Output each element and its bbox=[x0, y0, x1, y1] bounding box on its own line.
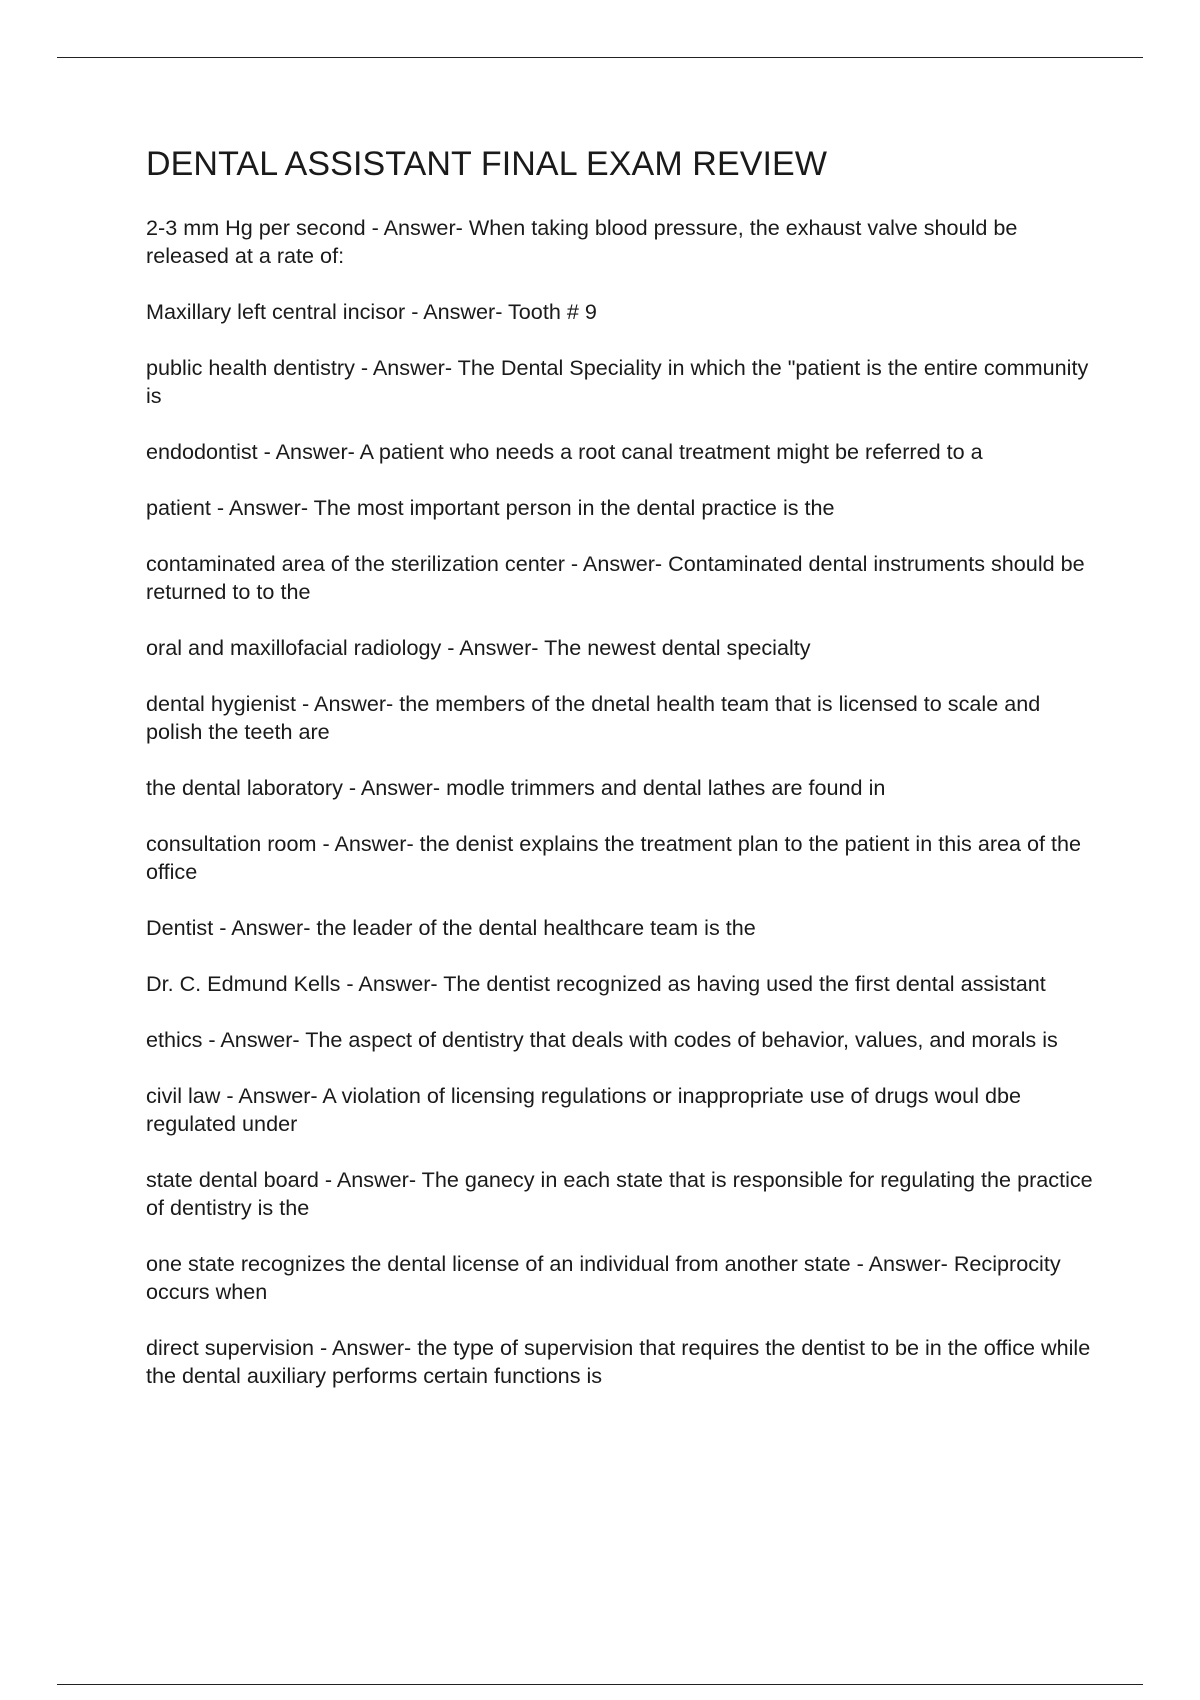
bottom-rule bbox=[57, 1684, 1143, 1685]
qa-item: Maxillary left central incisor - Answer- Tooth # 9 bbox=[146, 299, 597, 324]
qa-item: endodontist - Answer- A patient who needs a root canal treatment might be referred to a bbox=[146, 439, 983, 464]
qa-item: Dentist - Answer- the leader of the dental healthcare team is the bbox=[146, 915, 756, 940]
qa-item: the dental laboratory - Answer- modle trimmers and dental lathes are found in bbox=[146, 775, 886, 800]
qa-item: Dr. C. Edmund Kells - Answer- The dentist recognized as having used the first dental assistant bbox=[146, 971, 1046, 996]
qa-item: civil law - Answer- A violation of licensing regulations or inappropriate use of drugs woul dbe regulated under bbox=[146, 1083, 1022, 1136]
qa-item: oral and maxillofacial radiology - Answer- The newest dental specialty bbox=[146, 635, 811, 660]
qa-item: patient - Answer- The most important person in the dental practice is the bbox=[146, 495, 835, 520]
qa-item: ethics - Answer- The aspect of dentistry that deals with codes of behavior, values, and morals is bbox=[146, 1027, 1058, 1052]
qa-item: direct supervision - Answer- the type of supervision that requires the dentist to be in the office while the dental auxiliary performs certain functions is bbox=[146, 1335, 1091, 1388]
qa-item: state dental board - Answer- The ganecy in each state that is responsible for regulating the practice of dentistry is the bbox=[146, 1167, 1093, 1220]
document-title: DENTAL ASSISTANT FINAL EXAM REVIEW bbox=[146, 145, 828, 183]
qa-item: 2-3 mm Hg per second - Answer- When taking blood pressure, the exhaust valve should be released at a rate of: bbox=[146, 215, 1018, 268]
qa-item: contaminated area of the sterilization center - Answer- Contaminated dental instruments should be returned to to the bbox=[146, 551, 1085, 604]
top-rule bbox=[57, 57, 1143, 58]
qa-item: dental hygienist - Answer- the members of the dnetal health team that is licensed to scale and polish the teeth are bbox=[146, 691, 1041, 744]
qa-item: one state recognizes the dental license of an individual from another state - Answer- Reciprocity occurs when bbox=[146, 1251, 1061, 1304]
qa-item: consultation room - Answer- the denist explains the treatment plan to the patient in this area of the office bbox=[146, 831, 1082, 884]
qa-list bbox=[146, 214, 1096, 1418]
qa-item: public health dentistry - Answer- The Dental Speciality in which the "patient is the entire community is bbox=[146, 355, 1089, 408]
